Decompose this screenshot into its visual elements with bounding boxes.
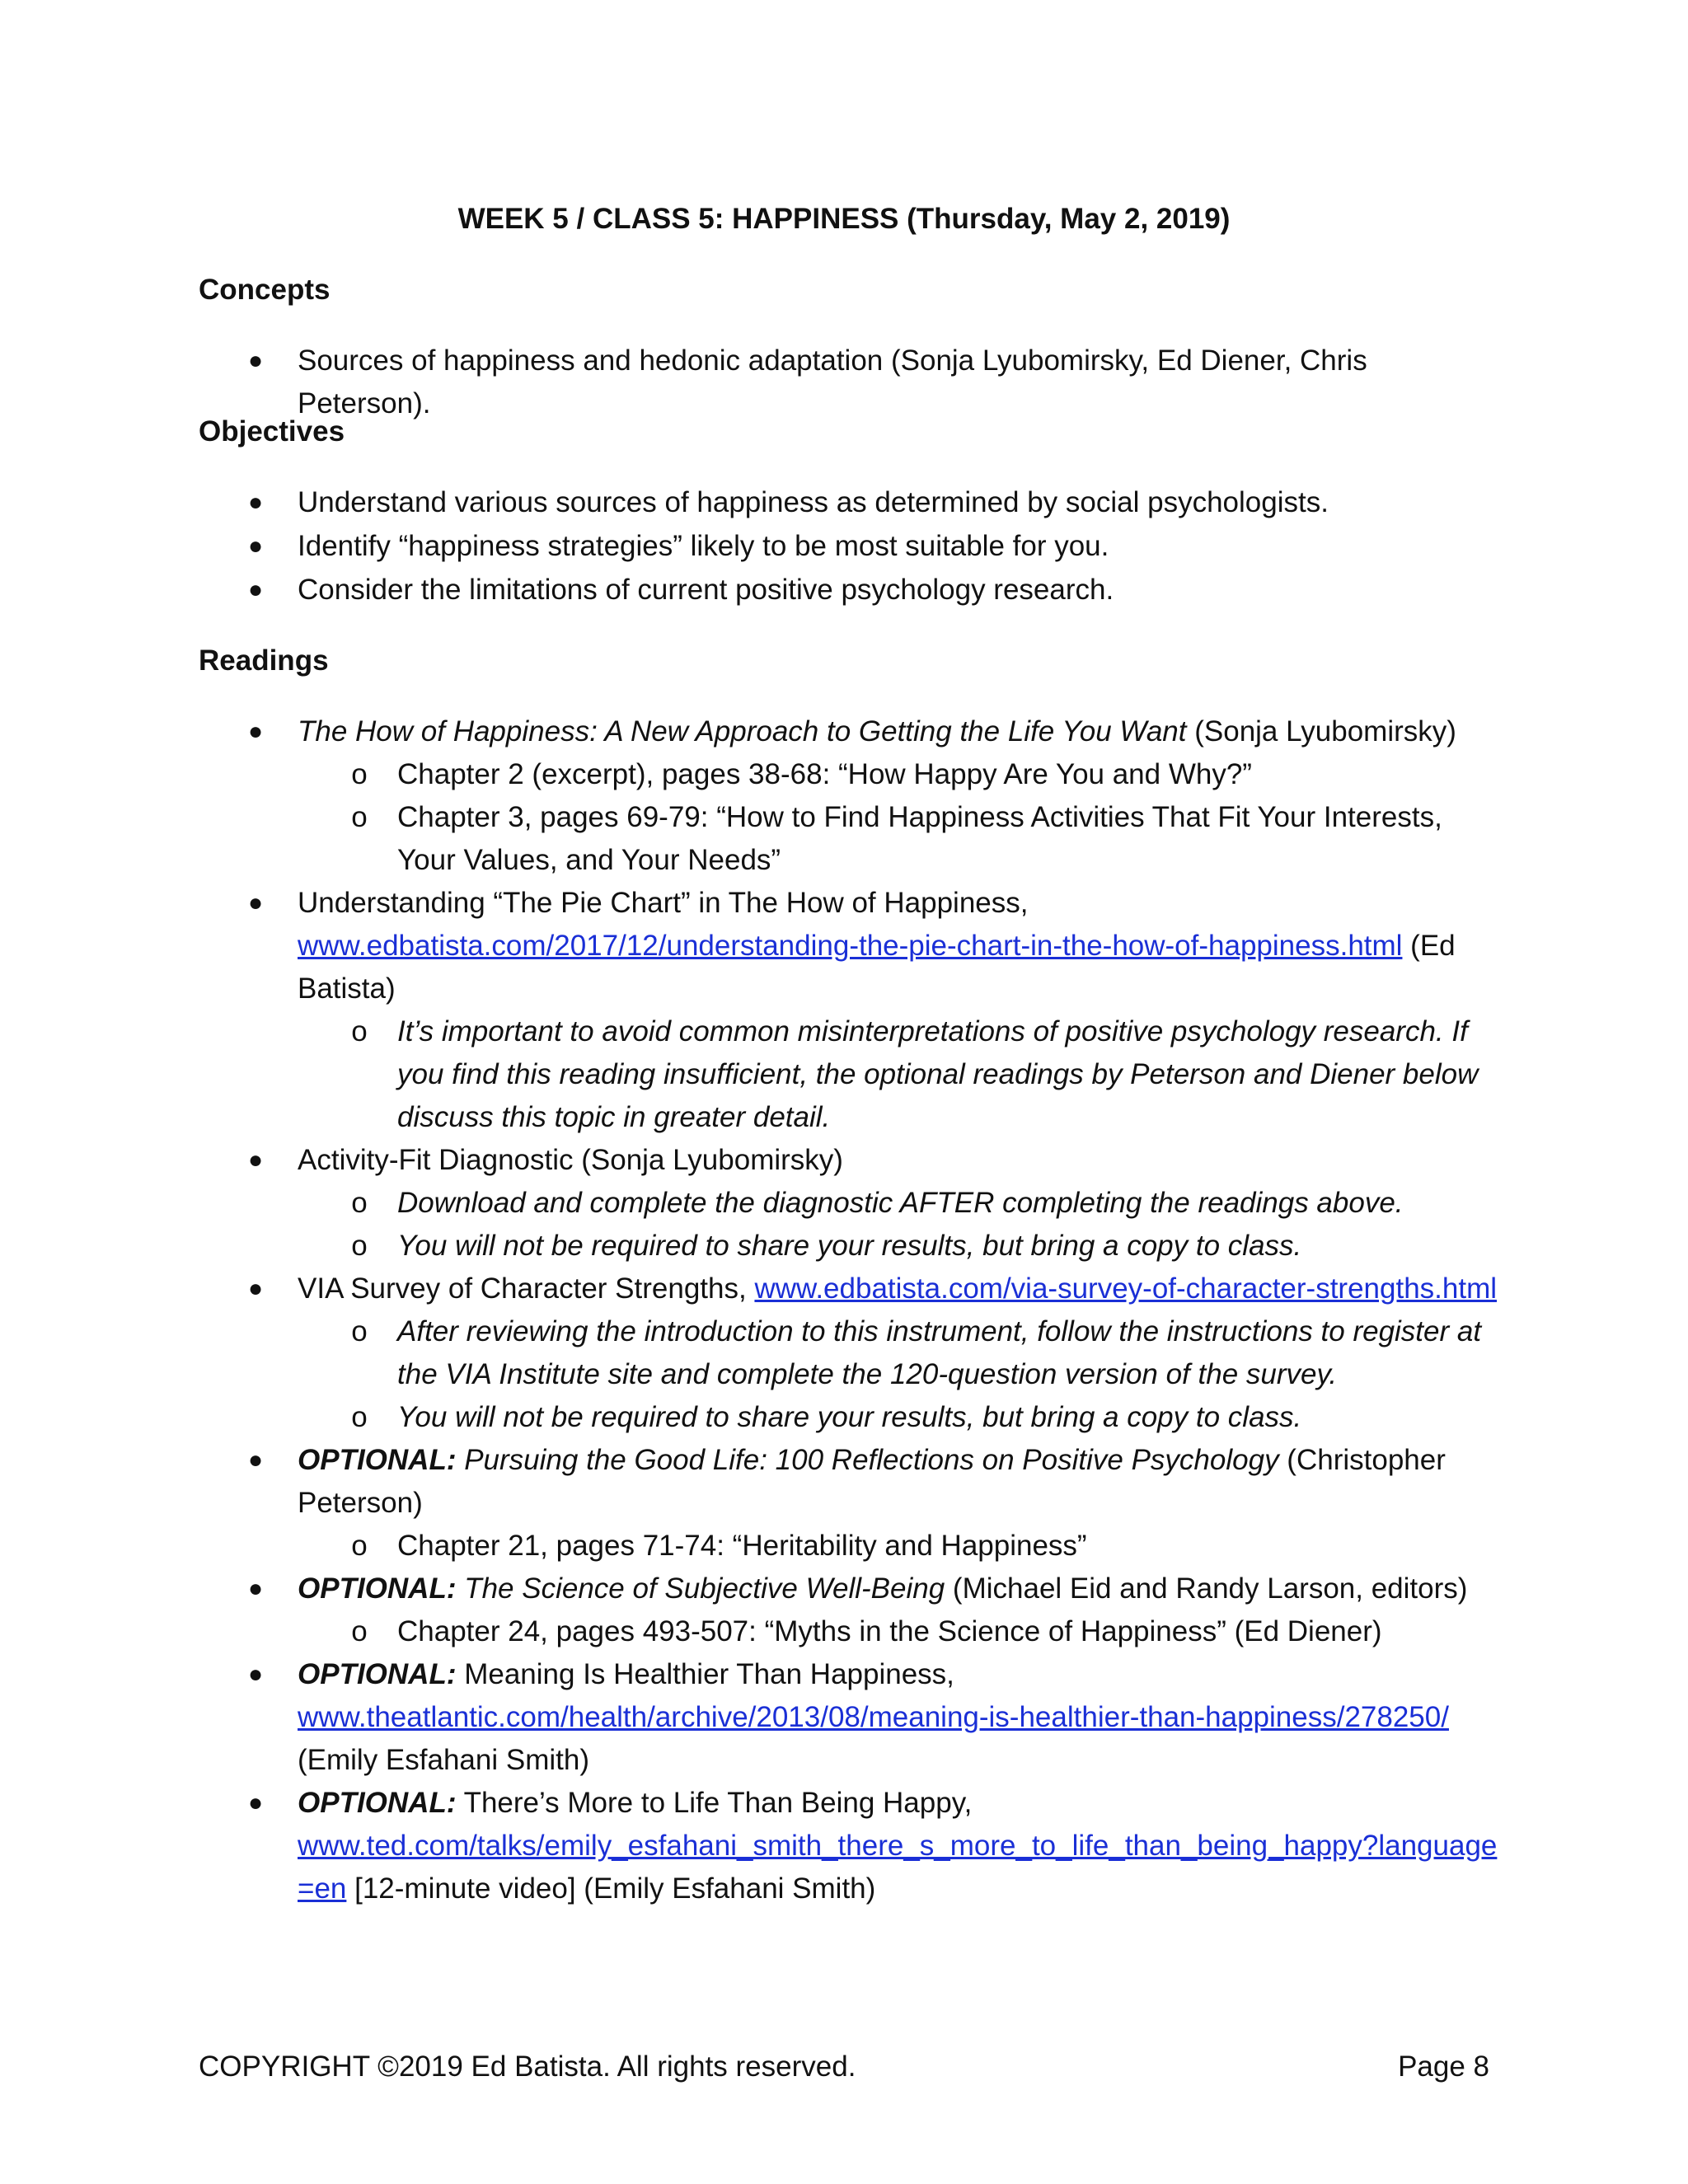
reading-text: There’s More to Life Than Being Happy, bbox=[456, 1787, 973, 1819]
optional-label: OPTIONAL: bbox=[298, 1787, 457, 1819]
objective-item: Understand various sources of happiness as determined by social psychologists. bbox=[298, 486, 1329, 518]
bullet-icon: ● bbox=[247, 1275, 264, 1302]
ted-talk-link-continued[interactable]: =en bbox=[298, 1872, 347, 1905]
readings-heading: Readings bbox=[199, 644, 329, 677]
reading-author: (Michael Eid and Randy Larson, editors) bbox=[945, 1572, 1468, 1605]
optional-label: OPTIONAL: bbox=[298, 1572, 457, 1605]
reading-text: Understanding “The Pie Chart” in The How of Happiness, bbox=[298, 887, 1029, 919]
reading-subitem: Chapter 24, pages 493-507: “Myths in the Science of Happiness” (Ed Diener) bbox=[397, 1615, 1382, 1647]
reading-author: (Christopher Peterson) bbox=[298, 1444, 1446, 1519]
reading-author: (Ed Batista) bbox=[298, 930, 1456, 1005]
circle-bullet-icon: o bbox=[351, 1230, 368, 1262]
page-title: WEEK 5 / CLASS 5: HAPPINESS (Thursday, May 2, 2019) bbox=[457, 203, 1231, 235]
optional-label: OPTIONAL: bbox=[298, 1444, 457, 1476]
page-number: Page 8 bbox=[1398, 2050, 1489, 2083]
bullet-icon: ● bbox=[247, 889, 264, 916]
objective-item: Consider the limitations of current positive psychology research. bbox=[298, 574, 1114, 606]
bullet-icon: ● bbox=[247, 489, 264, 516]
atlantic-article-link[interactable]: www.theatlantic.com/health/archive/2013/08/meaning-is-healthier-than-happiness/278250/ bbox=[298, 1701, 1449, 1733]
objective-item: Identify “happiness strategies” likely to be most suitable for you. bbox=[298, 530, 1109, 562]
ted-talk-link[interactable]: www.ted.com/talks/emily_esfahani_smith_there_s_more_to_life_than_being_happy?language bbox=[298, 1830, 1498, 1862]
reading-subitem: After reviewing the introduction to this instrument, follow the instructions to register at the VIA Institute site and complete the 120-question version of the survey. bbox=[397, 1315, 1482, 1390]
circle-bullet-icon: o bbox=[351, 1401, 368, 1433]
bullet-icon: ● bbox=[247, 347, 264, 374]
reading-item bbox=[298, 882, 1484, 1010]
optional-label: OPTIONAL: bbox=[298, 1658, 457, 1690]
book-title: Pursuing the Good Life: 100 Reflections on Positive Psychology bbox=[456, 1444, 1279, 1476]
reading-subitem: You will not be required to share your results, but bring a copy to class. bbox=[397, 1230, 1302, 1262]
reading-text: Meaning Is Healthier Than Happiness, bbox=[456, 1658, 954, 1690]
bullet-icon: ● bbox=[247, 1575, 264, 1602]
reading-after: [12-minute video] (Emily Esfahani Smith) bbox=[346, 1872, 876, 1905]
copyright-footer: COPYRIGHT ©2019 Ed Batista. All rights reserved. bbox=[199, 2050, 856, 2083]
reading-author: (Emily Esfahani Smith) bbox=[298, 1744, 589, 1776]
bullet-icon: ● bbox=[247, 1146, 264, 1174]
reading-subitem: Chapter 3, pages 69-79: “How to Find Happiness Activities That Fit Your Interests, Your Values, and Your Needs” bbox=[397, 801, 1442, 876]
bullet-icon: ● bbox=[247, 718, 264, 745]
book-title: The How of Happiness: A New Approach to Getting the Life You Want bbox=[298, 715, 1187, 748]
reading-item: Activity-Fit Diagnostic (Sonja Lyubomirsky) bbox=[298, 1144, 843, 1176]
book-title: The Science of Subjective Well-Being bbox=[456, 1572, 945, 1605]
reading-item bbox=[298, 710, 1484, 753]
reading-item bbox=[298, 1653, 1484, 1782]
objectives-heading: Objectives bbox=[199, 415, 345, 448]
concept-item: Sources of happiness and hedonic adaptation (Sonja Lyubomirsky, Ed Diener, Chris Peterson). bbox=[298, 344, 1367, 419]
bullet-icon: ● bbox=[247, 532, 264, 560]
circle-bullet-icon: o bbox=[351, 758, 368, 790]
concepts-heading: Concepts bbox=[199, 274, 331, 306]
reading-subitem: You will not be required to share your results, but bring a copy to class. bbox=[397, 1401, 1302, 1433]
circle-bullet-icon: o bbox=[351, 1615, 368, 1647]
reading-item bbox=[298, 1439, 1484, 1525]
via-survey-link[interactable]: www.edbatista.com/via-survey-of-character-strengths.html bbox=[754, 1272, 1498, 1305]
circle-bullet-icon: o bbox=[351, 1187, 368, 1219]
reading-subitem: It’s important to avoid common misinterpretations of positive psychology research. If you find this reading insufficient, the optional readings by Peterson and Diener below discuss this topic in greater detail. bbox=[397, 1015, 1479, 1133]
circle-bullet-icon: o bbox=[351, 801, 368, 833]
reading-text: VIA Survey of Character Strengths, bbox=[298, 1272, 755, 1305]
reading-subitem: Chapter 2 (excerpt), pages 38-68: “How Happy Are You and Why?” bbox=[397, 758, 1252, 790]
reading-item bbox=[298, 1568, 1484, 1610]
reading-subitem: Chapter 21, pages 71-74: “Heritability and Happiness” bbox=[397, 1530, 1087, 1562]
bullet-icon: ● bbox=[247, 1661, 264, 1688]
bullet-icon: ● bbox=[247, 1446, 264, 1474]
bullet-icon: ● bbox=[247, 576, 264, 603]
reading-item bbox=[298, 1268, 1498, 1310]
pie-chart-article-link[interactable]: www.edbatista.com/2017/12/understanding-the-pie-chart-in-the-how-of-happiness.html bbox=[298, 930, 1403, 962]
circle-bullet-icon: o bbox=[351, 1530, 368, 1562]
reading-subitem: Download and complete the diagnostic AFTER completing the readings above. bbox=[397, 1187, 1404, 1219]
circle-bullet-icon: o bbox=[351, 1315, 368, 1347]
circle-bullet-icon: o bbox=[351, 1015, 368, 1047]
reading-item bbox=[298, 1782, 1498, 1910]
bullet-icon: ● bbox=[247, 1789, 264, 1816]
reading-author: (Sonja Lyubomirsky) bbox=[1186, 715, 1456, 748]
